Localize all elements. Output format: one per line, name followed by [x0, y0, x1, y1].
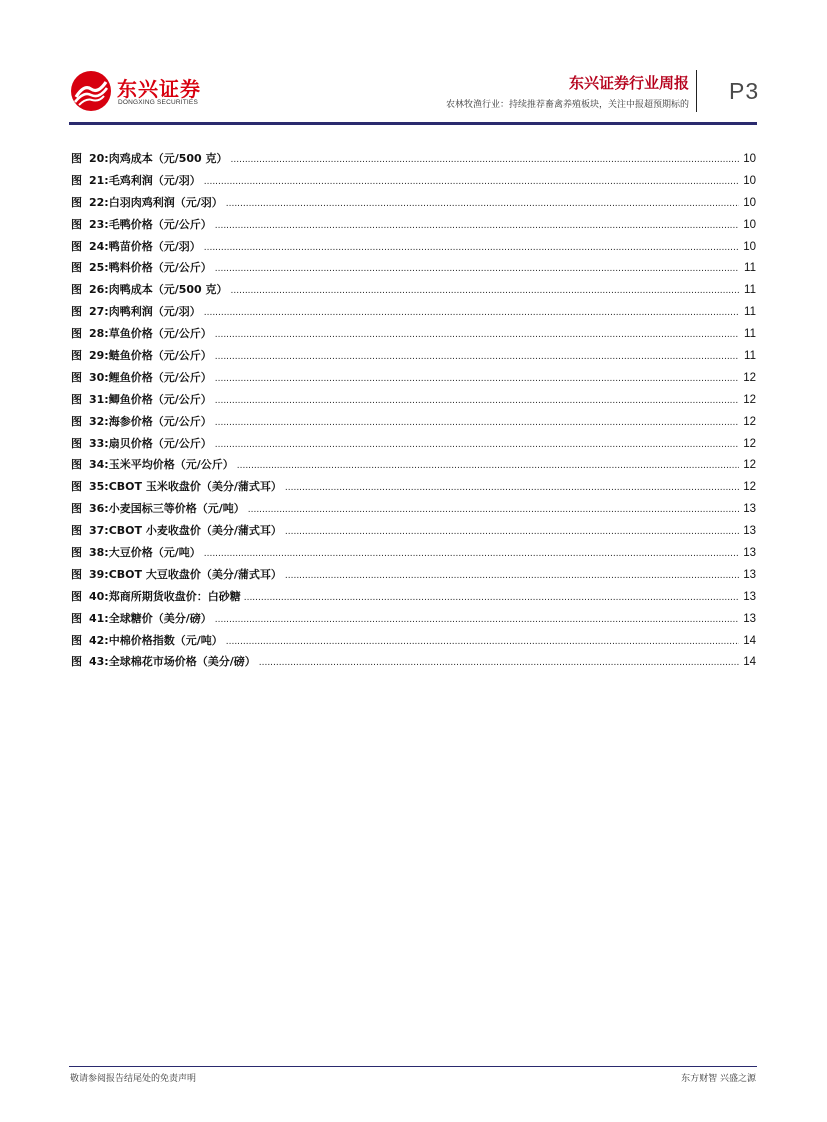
toc-entry-page: 13: [743, 590, 756, 603]
toc-entry-label: 23:毛鸭价格（元/公斤）: [89, 217, 212, 231]
toc-entry[interactable]: [71, 588, 756, 610]
toc-dot-leader: [226, 199, 739, 209]
toc-dot-leader: [244, 593, 739, 603]
toc-entry-prefix: 图: [71, 392, 82, 406]
toc-dot-leader: [215, 330, 739, 340]
toc-entry[interactable]: [71, 216, 756, 238]
dongxing-logo-icon: [70, 70, 112, 112]
toc-entry-page: 12: [743, 481, 756, 494]
toc-entry[interactable]: [71, 500, 756, 522]
toc-entry-page: 12: [743, 437, 756, 450]
toc-entry-label: 40:郑商所期货收盘价：白砂糖: [89, 589, 241, 603]
toc-entry[interactable]: [71, 478, 756, 500]
toc-entry-prefix: 图: [71, 283, 82, 297]
toc-entry-page: 12: [743, 371, 756, 384]
report-title: 东兴证券行业周报: [568, 74, 689, 92]
toc-entry[interactable]: [71, 369, 756, 391]
toc-entry[interactable]: [71, 172, 756, 194]
toc-entry-prefix: 图: [71, 195, 82, 209]
logo-english-name: DONGXING SECURITIES: [118, 99, 199, 106]
toc-entry[interactable]: [71, 566, 756, 588]
toc-entry-label: 34:玉米平均价格（元/公斤）: [89, 458, 234, 472]
toc-entry[interactable]: [71, 413, 756, 435]
toc-dot-leader: [215, 264, 739, 274]
toc-entry-prefix: 图: [71, 152, 82, 165]
toc-entry-label: 31:鲫鱼价格（元/公斤）: [89, 392, 212, 406]
toc-entry-label: 25:鸭料价格（元/公斤）: [89, 261, 212, 275]
toc-entry[interactable]: [71, 194, 756, 216]
toc-dot-leader: [204, 243, 739, 253]
toc-dot-leader: [215, 221, 739, 231]
header-rule: [69, 122, 757, 125]
toc-entry-prefix: 图: [71, 633, 82, 647]
toc-entry-label: 33:扇贝价格（元/公斤）: [89, 436, 212, 450]
toc-entry-prefix: 图: [71, 217, 82, 231]
toc-entry-prefix: 图: [71, 458, 82, 472]
toc-entry-label: 28:草鱼价格（元/公斤）: [89, 327, 212, 341]
toc-entry-prefix: 图: [71, 327, 82, 341]
toc-entry-page: 11: [744, 350, 756, 363]
toc-entry-label: 41:全球糖价（美分/磅）: [89, 611, 212, 625]
toc-dot-leader: [215, 615, 739, 625]
toc-entry[interactable]: [71, 610, 756, 632]
toc-entry-label: 35:CBOT 玉米收盘价（美分/蒲式耳）: [89, 480, 282, 494]
toc-entry-label: 43:全球棉花市场价格（美分/磅）: [89, 655, 256, 669]
toc-entry-prefix: 图: [71, 480, 82, 494]
toc-entry-page: 12: [743, 459, 756, 472]
toc-entry-label: 38:大豆价格（元/吨）: [89, 546, 201, 560]
toc-entry-label: 36:小麦国标三等价格（元/吨）: [89, 502, 245, 516]
toc-dot-leader: [231, 286, 739, 296]
toc-entry-prefix: 图: [71, 349, 82, 363]
company-logo: [70, 70, 210, 114]
toc-entry-page: 10: [743, 240, 756, 253]
footer-slogan: 东方财智 兴盛之源: [681, 1074, 756, 1084]
toc-entry[interactable]: [71, 391, 756, 413]
toc-entry-prefix: 图: [71, 239, 82, 253]
toc-entry[interactable]: [71, 303, 756, 325]
toc-dot-leader: [231, 155, 739, 165]
toc-dot-leader: [215, 440, 739, 450]
toc-entry-label: 21:毛鸡利润（元/羽）: [89, 173, 201, 187]
toc-dot-leader: [226, 637, 739, 647]
toc-entry-page: 13: [743, 547, 756, 560]
toc-entry-page: 12: [743, 393, 756, 406]
toc-dot-leader: [215, 374, 739, 384]
toc-entry-page: 13: [743, 568, 756, 581]
toc-entry[interactable]: [71, 456, 756, 478]
toc-dot-leader: [285, 527, 739, 537]
toc-entry-page: 11: [744, 328, 756, 341]
toc-entry-prefix: 图: [71, 502, 82, 516]
footer-rule: [69, 1066, 757, 1067]
toc-dot-leader: [248, 505, 739, 515]
toc-entry-label: 42:中棉价格指数（元/吨）: [89, 633, 223, 647]
toc-entry-page: 10: [743, 153, 756, 165]
toc-entry[interactable]: [71, 259, 756, 281]
header-divider: [696, 70, 697, 112]
toc-dot-leader: [285, 483, 739, 493]
report-subtitle: 农林牧渔行业：持续推荐畜禽养殖板块，关注中报超预期标的: [445, 100, 689, 110]
figure-index-list: [71, 150, 756, 675]
toc-dot-leader: [259, 658, 739, 668]
toc-dot-leader: [237, 461, 739, 471]
toc-entry-label: 32:海参价格（元/公斤）: [89, 414, 212, 428]
toc-entry-page: 11: [744, 262, 756, 275]
page-header: [0, 0, 827, 130]
toc-dot-leader: [215, 418, 739, 428]
toc-entry-label: 24:鸭苗价格（元/羽）: [89, 239, 201, 253]
toc-entry-label: 26:肉鸭成本（元/500 克）: [89, 283, 228, 297]
toc-entry-page: 13: [743, 612, 756, 625]
toc-entry[interactable]: [71, 632, 756, 654]
toc-entry-label: 30:鲤鱼价格（元/公斤）: [89, 370, 212, 384]
toc-entry-page: 14: [743, 656, 756, 669]
toc-entry-prefix: 图: [71, 261, 82, 275]
toc-entry-prefix: 图: [71, 546, 82, 560]
toc-dot-leader: [215, 396, 739, 406]
toc-dot-leader: [285, 571, 739, 581]
toc-entry-label: 39:CBOT 大豆收盘价（美分/蒲式耳）: [89, 567, 282, 581]
toc-entry-prefix: 图: [71, 414, 82, 428]
toc-dot-leader: [215, 352, 739, 362]
page-number: P3: [729, 78, 760, 104]
toc-entry[interactable]: [71, 544, 756, 566]
toc-entry-page: 12: [743, 415, 756, 428]
toc-entry-prefix: 图: [71, 173, 82, 187]
toc-entry-page: 10: [743, 196, 756, 209]
toc-entry-prefix: 图: [71, 436, 82, 450]
toc-entry-page: 11: [744, 284, 756, 297]
toc-entry[interactable]: [71, 347, 756, 369]
toc-entry-label: 20:肉鸡成本（元/500 克）: [89, 152, 228, 165]
toc-entry-page: 10: [743, 218, 756, 231]
toc-entry-prefix: 图: [71, 370, 82, 384]
toc-entry-label: 29:鲢鱼价格（元/公斤）: [89, 349, 212, 363]
toc-dot-leader: [204, 549, 739, 559]
footer-disclaimer: 敬请参阅报告结尾处的免责声明: [70, 1074, 197, 1084]
toc-entry[interactable]: [71, 150, 756, 172]
toc-entry[interactable]: [71, 325, 756, 347]
toc-entry-page: 11: [744, 306, 756, 319]
toc-entry-prefix: 图: [71, 567, 82, 581]
toc-entry-prefix: 图: [71, 655, 82, 669]
toc-entry[interactable]: [71, 653, 756, 675]
toc-entry[interactable]: [71, 238, 756, 260]
toc-entry[interactable]: [71, 281, 756, 303]
toc-entry-page: 14: [743, 634, 756, 647]
toc-entry-prefix: 图: [71, 305, 82, 319]
toc-entry[interactable]: [71, 435, 756, 457]
toc-entry[interactable]: [71, 522, 756, 544]
toc-entry-page: 13: [743, 525, 756, 538]
toc-dot-leader: [204, 308, 739, 318]
toc-entry-prefix: 图: [71, 589, 82, 603]
toc-entry-page: 13: [743, 503, 756, 516]
toc-entry-label: 27:肉鸭利润（元/羽）: [89, 305, 201, 319]
toc-entry-label: 37:CBOT 小麦收盘价（美分/蒲式耳）: [89, 524, 282, 538]
logo-chinese-name: 东兴证券: [117, 77, 201, 101]
toc-entry-label: 22:白羽肉鸡利润（元/羽）: [89, 195, 223, 209]
toc-dot-leader: [204, 177, 739, 187]
toc-entry-page: 10: [743, 174, 756, 187]
toc-entry-prefix: 图: [71, 524, 82, 538]
toc-entry-prefix: 图: [71, 611, 82, 625]
